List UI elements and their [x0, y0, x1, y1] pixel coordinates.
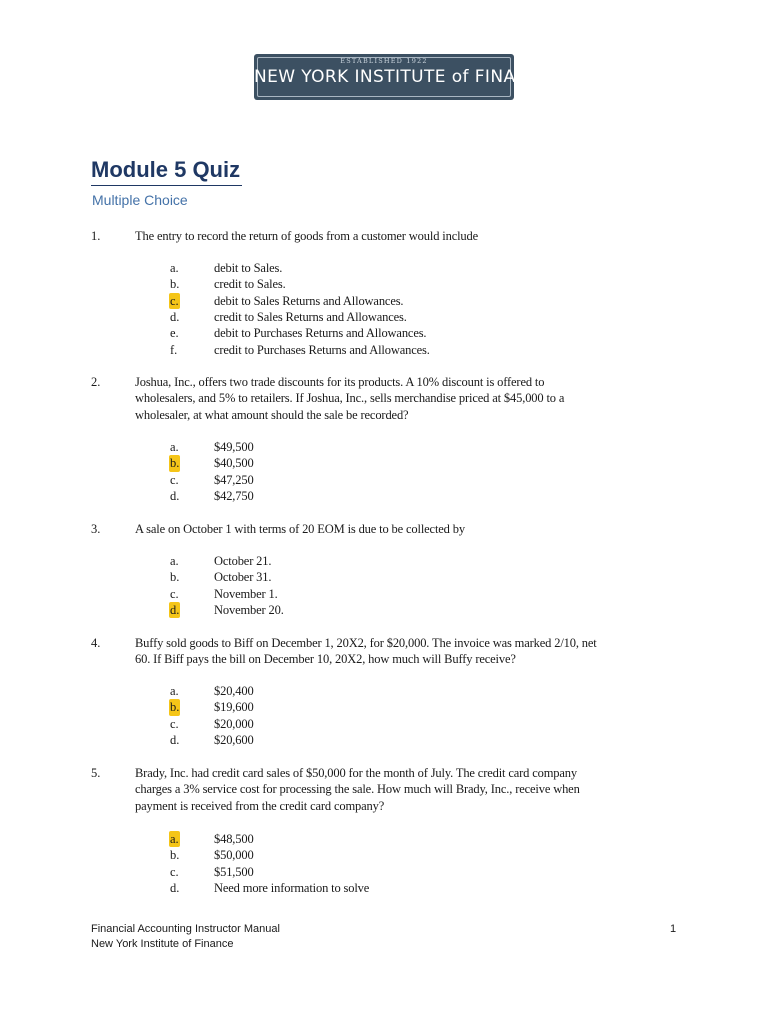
question-line: wholesalers, and 5% to retailers. If Joshua, Inc., sells merchandise priced at $45,000 to a [135, 391, 565, 406]
option [0, 472, 768, 488]
question-text [135, 374, 670, 423]
question-line: charges a 3% service cost for processing the sale. How much will Brady, Inc., receive when [135, 782, 580, 797]
option [0, 325, 768, 341]
option-text: credit to Purchases Returns and Allowances. [214, 342, 430, 357]
question-text [135, 765, 670, 814]
institute-logo [254, 54, 553, 100]
question-line: payment is received from the credit card company? [135, 798, 385, 813]
option-letter: a. [170, 440, 179, 454]
option-text: $47,250 [214, 472, 254, 487]
page-title: Module 5 Quiz [91, 157, 241, 182]
option-text: $20,000 [214, 716, 254, 731]
option [0, 309, 768, 325]
question-line: The entry to record the return of goods from a customer would include [135, 229, 479, 243]
option-letter-highlighted: b. [170, 456, 180, 471]
option [0, 602, 768, 618]
option [0, 439, 768, 455]
question-text [135, 228, 670, 244]
option-letter: b. [170, 570, 180, 585]
option [0, 488, 768, 504]
option-text: debit to Sales. [214, 261, 283, 275]
option [0, 455, 768, 471]
option-letter-highlighted: d. [170, 602, 180, 617]
question-number: 1. [91, 229, 101, 243]
option-letter: d. [170, 309, 180, 324]
logo-established: ESTABLISHED 1922 [340, 57, 428, 65]
option [0, 880, 768, 896]
option [0, 831, 768, 847]
option-letter: a. [170, 554, 179, 568]
question-number: 5. [91, 766, 101, 780]
question-text [135, 521, 670, 537]
question-line: Brady, Inc. had credit card sales of $50,000 for the month of July. The credit card company [135, 766, 577, 780]
question-text [135, 635, 670, 668]
option-text: October 21. [214, 554, 272, 568]
question-line: Joshua, Inc., offers two trade discounts for its products. A 10% discount is offered to [135, 375, 545, 389]
option [0, 293, 768, 309]
option [0, 716, 768, 732]
option-text: $20,600 [214, 732, 254, 747]
option-text: $50,000 [214, 848, 254, 863]
option [0, 569, 768, 585]
option-letter: d. [170, 488, 180, 503]
question-line: 60. If Biff pays the bill on December 10, 20X2, how much will Buffy receive? [135, 652, 516, 667]
logo-name: NEW YORK INSTITUTE of FINANCE [254, 67, 553, 87]
option-letter: b. [170, 848, 180, 863]
question-line: wholesaler, at what amount should the sale be recorded? [135, 407, 409, 422]
option-text: October 31. [214, 570, 272, 585]
option [0, 699, 768, 715]
option [0, 683, 768, 699]
option-text: November 20. [214, 602, 284, 617]
option [0, 847, 768, 863]
option [0, 276, 768, 292]
option-text: $19,600 [214, 700, 254, 715]
question-line: Buffy sold goods to Biff on December 1, 20X2, for $20,000. The invoice was marked 2/10, net [135, 636, 597, 650]
option-letter: b. [170, 277, 180, 292]
option-text: November 1. [214, 586, 278, 601]
option-text: $20,400 [214, 684, 254, 698]
option-letter: c. [170, 716, 179, 731]
option-text: debit to Purchases Returns and Allowances. [214, 326, 427, 341]
option-letter: d. [170, 880, 180, 895]
option-text: credit to Sales. [214, 277, 286, 292]
option-text: debit to Sales Returns and Allowances. [214, 293, 404, 308]
footer-institute: New York Institute of Finance [91, 937, 234, 950]
page-footer [91, 922, 280, 951]
option [0, 553, 768, 569]
option [0, 342, 768, 358]
option-text: Need more information to solve [214, 880, 370, 895]
question-number: 4. [91, 636, 101, 650]
option-letter: a. [170, 684, 179, 698]
page-number: 1 [670, 923, 677, 935]
question-number: 2. [91, 375, 101, 389]
option [0, 586, 768, 602]
option [0, 864, 768, 880]
question-number: 3. [91, 522, 101, 536]
question-line: A sale on October 1 with terms of 20 EOM is due to be collected by [135, 522, 465, 536]
option-letter-highlighted: b. [170, 700, 180, 715]
option-letter: a. [170, 261, 179, 275]
option-letter: c. [170, 472, 179, 487]
option-letter: f. [170, 342, 178, 357]
option-letter: d. [170, 732, 180, 747]
option-text: $42,750 [214, 488, 254, 503]
option-text: $51,500 [214, 864, 254, 879]
option-letter-highlighted: a. [170, 832, 179, 846]
option-text: $48,500 [214, 832, 254, 846]
option-letter: c. [170, 586, 179, 601]
option-text: credit to Sales Returns and Allowances. [214, 309, 407, 324]
option-text: $49,500 [214, 440, 254, 454]
title-underline [91, 185, 242, 186]
option-letter-highlighted: c. [170, 293, 179, 308]
option-text: $40,500 [214, 456, 254, 471]
section-subtitle: Multiple Choice [92, 192, 188, 208]
option [0, 260, 768, 276]
option [0, 732, 768, 748]
option-letter: e. [170, 326, 179, 341]
footer-manual-title: Financial Accounting Instructor Manual [91, 923, 280, 935]
option-letter: c. [170, 864, 179, 879]
